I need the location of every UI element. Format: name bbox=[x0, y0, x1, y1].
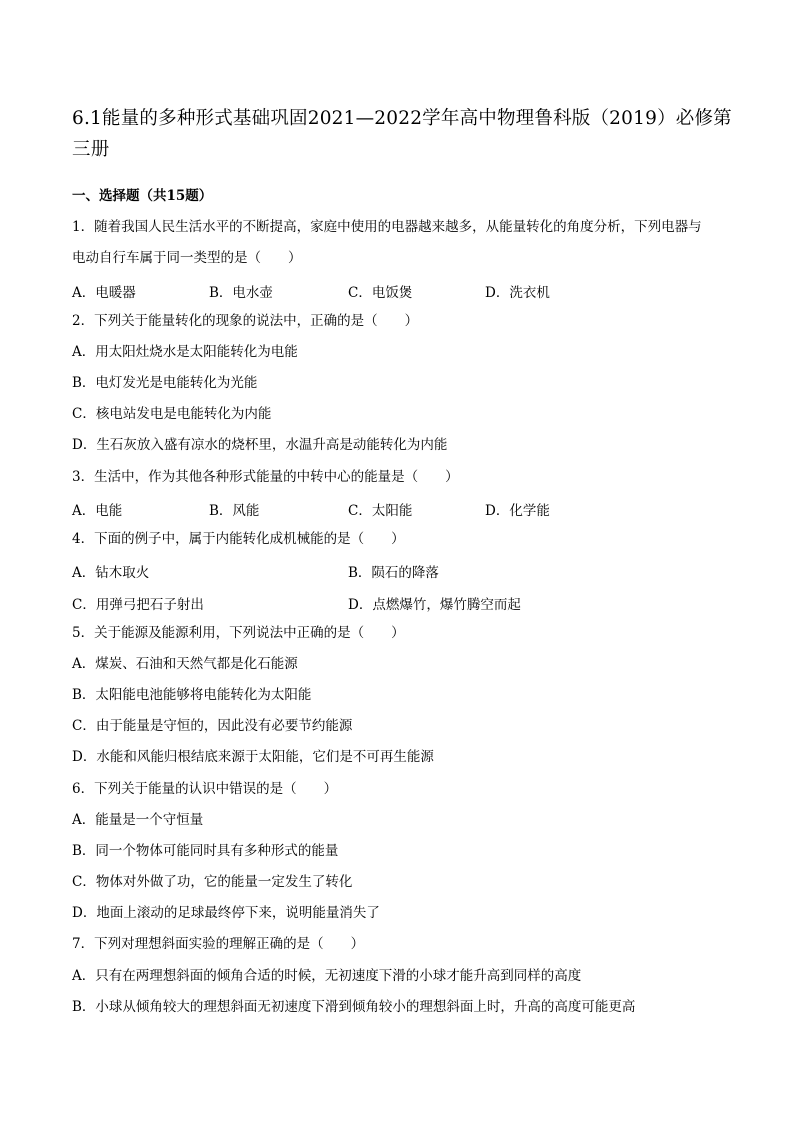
question-5-option-d: D．水能和风能归根结底来源于太阳能，它们是不可再生能源 bbox=[72, 749, 434, 765]
question-2-option-b: B．电灯发光是电能转化为光能 bbox=[72, 375, 258, 391]
question-3-option-a: A．电能 bbox=[72, 503, 123, 519]
question-5-option-a: A．煤炭、石油和天然气都是化石能源 bbox=[72, 656, 298, 672]
question-6-option-d: D．地面上滚动的足球最终停下来，说明能量消失了 bbox=[72, 905, 380, 921]
question-1-stem-line-2: 电动自行车属于同一类型的是（ ） bbox=[72, 250, 302, 266]
question-2-option-a: A．用太阳灶烧水是太阳能转化为电能 bbox=[72, 344, 298, 360]
question-3-stem: 3．生活中，作为其他各种形式能量的中转中心的能量是（ ） bbox=[72, 469, 459, 485]
question-6-option-c: C．物体对外做了功，它的能量一定发生了转化 bbox=[72, 874, 353, 890]
question-3-option-c: C．太阳能 bbox=[348, 503, 413, 519]
question-2-option-d: D．生石灰放入盛有凉水的烧杯里，水温升高是动能转化为内能 bbox=[72, 437, 448, 453]
question-1-option-d: D．洗衣机 bbox=[485, 285, 550, 301]
question-2-stem: 2．下列关于能量转化的现象的说法中，正确的是（ ） bbox=[72, 313, 419, 329]
question-1-option-b: B．电水壶 bbox=[209, 285, 273, 301]
question-1-option-a: A．电暖器 bbox=[72, 285, 136, 301]
page-title: 6.1能量的多种形式基础巩固2021—2022学年高中物理鲁科版（2019）必修第三册 bbox=[72, 108, 732, 160]
question-4-option-d: D．点燃爆竹，爆竹腾空而起 bbox=[348, 597, 521, 613]
question-3-option-d: D．化学能 bbox=[485, 503, 550, 519]
question-1-option-c: C．电饭煲 bbox=[348, 285, 413, 301]
question-2-option-c: C．核电站发电是电能转化为内能 bbox=[72, 406, 272, 422]
question-6-option-b: B．同一个物体可能同时具有多种形式的能量 bbox=[72, 843, 339, 859]
question-5-option-b: B．太阳能电池能够将电能转化为太阳能 bbox=[72, 687, 312, 703]
question-5-stem: 5．关于能源及能源利用，下列说法中正确的是（ ） bbox=[72, 625, 405, 641]
question-7-stem: 7．下列对理想斜面实验的理解正确的是（ ） bbox=[72, 936, 365, 952]
question-7-option-a: A．只有在两理想斜面的倾角合适的时候，无初速度下滑的小球才能升高到同样的高度 bbox=[72, 968, 582, 984]
question-3-option-b: B．风能 bbox=[209, 503, 260, 519]
question-6-option-a: A．能量是一个守恒量 bbox=[72, 812, 204, 828]
question-4-option-c: C．用弹弓把石子射出 bbox=[72, 597, 204, 613]
question-1-stem-line-1: 1．随着我国人民生活水平的不断提高，家庭中使用的电器越来越多，从能量转化的角度分析，下列电器与 bbox=[72, 219, 702, 235]
question-5-option-c: C．由于能量是守恒的，因此没有必要节约能源 bbox=[72, 718, 353, 734]
question-4-option-a: A．钻木取火 bbox=[72, 565, 150, 581]
question-6-stem: 6．下列关于能量的认识中错误的是（ ） bbox=[72, 781, 338, 797]
question-4-option-b: B．陨石的降落 bbox=[348, 565, 439, 581]
question-4-stem: 4．下面的例子中，属于内能转化成机械能的是（ ） bbox=[72, 531, 405, 547]
section-heading: 一、选择题（共15题） bbox=[72, 188, 213, 204]
question-7-option-b: B．小球从倾角较大的理想斜面无初速度下滑到倾角较小的理想斜面上时，升高的高度可能更高 bbox=[72, 999, 636, 1015]
